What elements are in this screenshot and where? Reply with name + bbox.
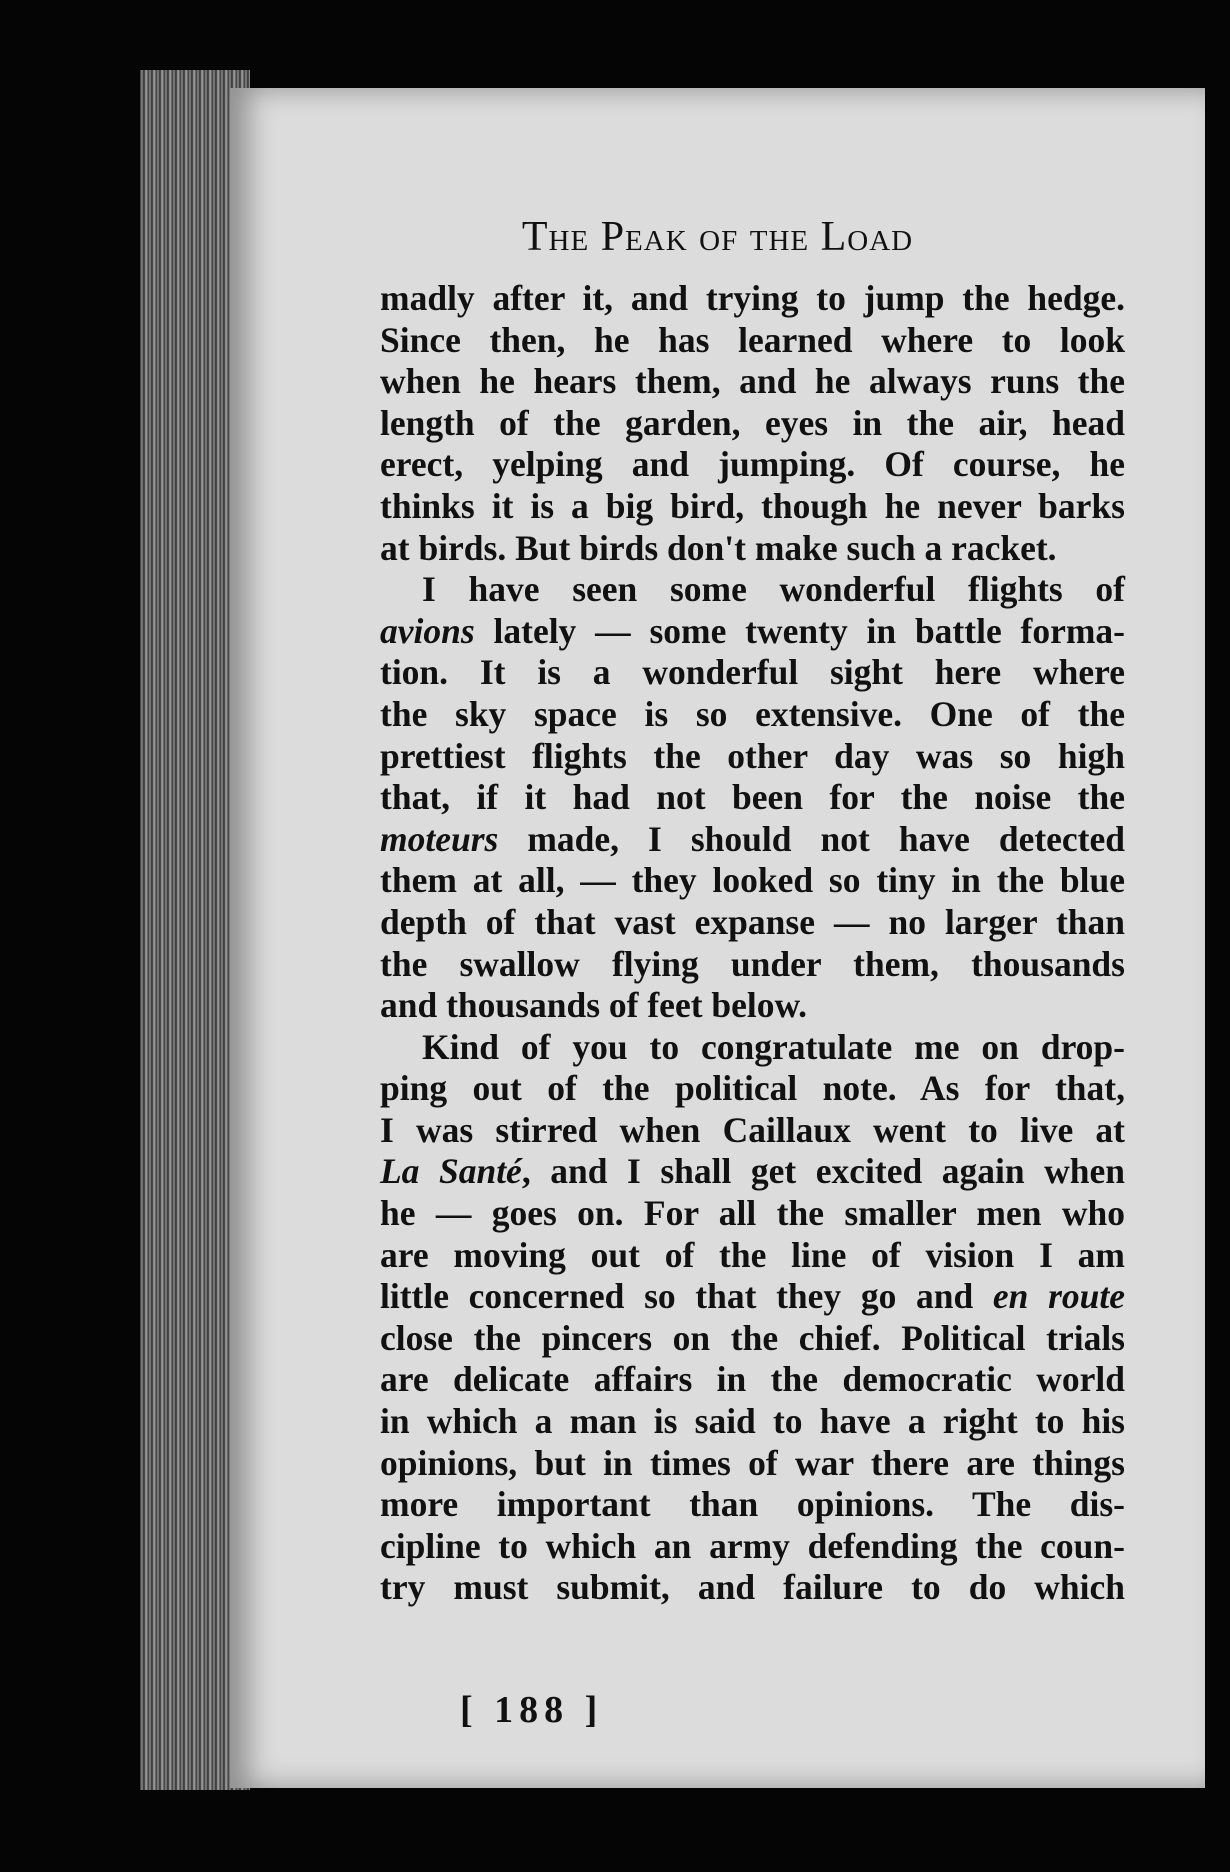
text-line: I have seen some wonderful flights of: [422, 569, 1125, 610]
text-line: are delicate affairs in the democratic world: [380, 1359, 1125, 1400]
text-line: I was stirred when Caillaux went to live at: [380, 1109, 1125, 1150]
text-line: Since then, he has learned where to look: [380, 319, 1125, 360]
text-line: are moving out of the line of vision I am: [380, 1234, 1125, 1275]
text-line: opinions, but in times of war there are things: [380, 1442, 1125, 1483]
running-head: The Peak of the Load: [521, 214, 914, 260]
text-line: thinks it is a big bird, though he never barks: [380, 485, 1125, 526]
text-line: moteurs made, I should not have detected: [380, 818, 1125, 859]
text-line: in which a man is said to have a right to his: [380, 1401, 1125, 1442]
text-line: when he hears them, and he always runs the: [380, 361, 1125, 402]
text-line: close the pincers on the chief. Political trials: [380, 1317, 1125, 1358]
page-number: [ 188 ]: [460, 1689, 604, 1731]
body-text: [380, 278, 1125, 1609]
text-line: La Santé, and I shall get excited again when: [380, 1151, 1125, 1192]
text-line: try must submit, and failure to do which: [380, 1567, 1125, 1608]
text-line: tion. It is a wonderful sight here where: [380, 652, 1125, 693]
text-line: at birds. But birds don't make such a racket.: [380, 527, 1057, 568]
text-line: erect, yelping and jumping. Of course, he: [380, 444, 1125, 485]
text-line: little concerned so that they go and en route: [380, 1276, 1125, 1317]
text-line: the swallow flying under them, thousands: [380, 943, 1125, 984]
text-line: avions lately — some twenty in battle forma-: [380, 610, 1125, 651]
text-line: madly after it, and trying to jump the hedge.: [380, 278, 1125, 318]
text-line: ping out of the political note. As for that,: [380, 1068, 1125, 1109]
text-line: prettiest flights the other day was so high: [380, 735, 1125, 776]
text-line: the sky space is so extensive. One of the: [380, 693, 1125, 734]
text-line: length of the garden, eyes in the air, head: [380, 402, 1125, 443]
book-page: [230, 88, 1205, 1788]
text-line: Kind of you to congratulate me on drop-: [422, 1026, 1125, 1067]
text-line: more important than opinions. The dis-: [380, 1484, 1125, 1525]
text-line: he — goes on. For all the smaller men who: [380, 1193, 1125, 1234]
text-line: that, if it had not been for the noise the: [380, 777, 1125, 818]
text-line: cipline to which an army defending the coun-: [380, 1525, 1125, 1566]
text-line: and thousands of feet below.: [380, 985, 808, 1026]
text-line: them at all, — they looked so tiny in the blue: [380, 860, 1125, 901]
text-line: depth of that vast expanse — no larger than: [380, 901, 1125, 942]
